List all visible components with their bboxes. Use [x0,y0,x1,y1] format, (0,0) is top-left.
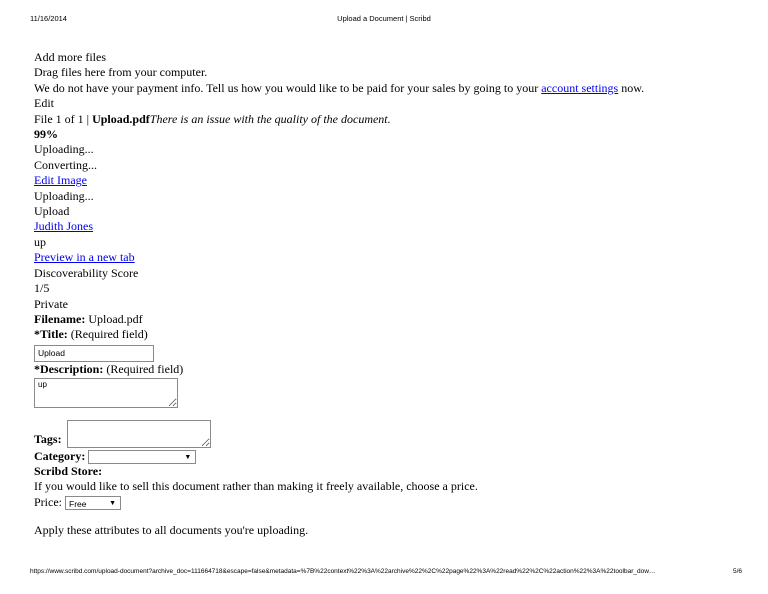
document-title-text: Upload [34,204,70,219]
print-page-number: 5/6 [732,568,742,575]
category-label: Category: [34,448,86,463]
filename-label: Filename: [34,311,86,326]
discoverability-label: Discoverability Score [34,265,139,280]
preview-row [34,250,744,265]
edit-image-row [34,173,744,188]
add-more-files-link[interactable]: Add more files [34,50,106,64]
payment-notice-end: now. [618,80,645,95]
upload-progress [34,127,744,142]
file-count: File 1 of 1 | [34,111,93,126]
print-footer [30,568,742,580]
title-input[interactable] [34,345,154,362]
description-required-note: (Required field) [103,361,184,376]
category-select[interactable] [88,450,196,464]
dropdown-arrow-icon: ▼ [184,453,192,461]
store-label: Scribd Store: [34,463,103,478]
print-date: 11/16/2014 [30,14,67,23]
print-header [30,14,738,26]
author-row [34,219,744,234]
tags-row [34,420,744,448]
preview-new-tab-link[interactable]: Preview in a new tab [34,250,135,265]
price-row [34,495,744,510]
title-label: *Title: [34,327,68,342]
price-selected-value: Free [69,499,87,509]
title-input-row [34,343,744,362]
upload-panel [34,50,744,539]
title-required-note: (Required field) [67,327,148,342]
document-description-text: up [34,234,46,249]
price-label: Price: [34,494,62,509]
description-label: *Description: [34,361,104,376]
description-label-row [34,362,744,377]
edit-link[interactable]: Edit [34,96,54,111]
description-textarea[interactable] [34,378,178,408]
author-link[interactable]: Judith Jones [34,219,94,234]
price-select[interactable] [65,496,121,510]
print-url: https://www.scribd.com/upload-document?archive_doc=111664718&escape=false&metadata=%7B%22context%22%3A%22archive%22%2C%22page%22%3A%22read%22%2C%22action%22%3A%22toolbar_dow… [30,568,656,575]
category-row [34,449,744,464]
filename-row [34,312,744,327]
apply-to-all-option[interactable]: Apply these attributes to all documents you're uploading. [34,523,309,538]
uploading-status: Uploading... [34,142,94,157]
dropdown-arrow-icon: ▼ [109,500,116,507]
file-status [34,112,744,127]
converting-status: Converting... [34,157,97,172]
edit-image-link[interactable]: Edit Image [34,173,87,188]
file-quality-warning: There is an issue with the quality of the document. [149,111,391,126]
title-label-row [34,327,744,342]
account-settings-link[interactable]: account settings [541,80,619,95]
payment-notice-text: We do not have your payment info. Tell us how you would like to be paid for your sales by going to your [34,80,542,95]
filename-value: Upload.pdf [85,311,143,326]
uploading-status-2: Uploading... [34,188,94,203]
tags-label: Tags: [34,432,62,447]
drag-drop-hint: Drag files here from your computer. [34,65,208,80]
print-page-title: Upload a Document | Scribd [337,14,431,23]
discoverability-score: 1/5 [34,281,50,296]
payment-notice [34,81,744,96]
store-row [34,464,744,479]
privacy-toggle[interactable]: Private [34,296,68,311]
tags-textarea[interactable] [67,420,211,448]
progress-value: 99% [34,127,58,142]
sell-hint: If you would like to sell this document rather than making it freely available, choose a price. [34,479,478,494]
file-name: Upload.pdf [92,111,150,126]
spacer [34,510,744,523]
